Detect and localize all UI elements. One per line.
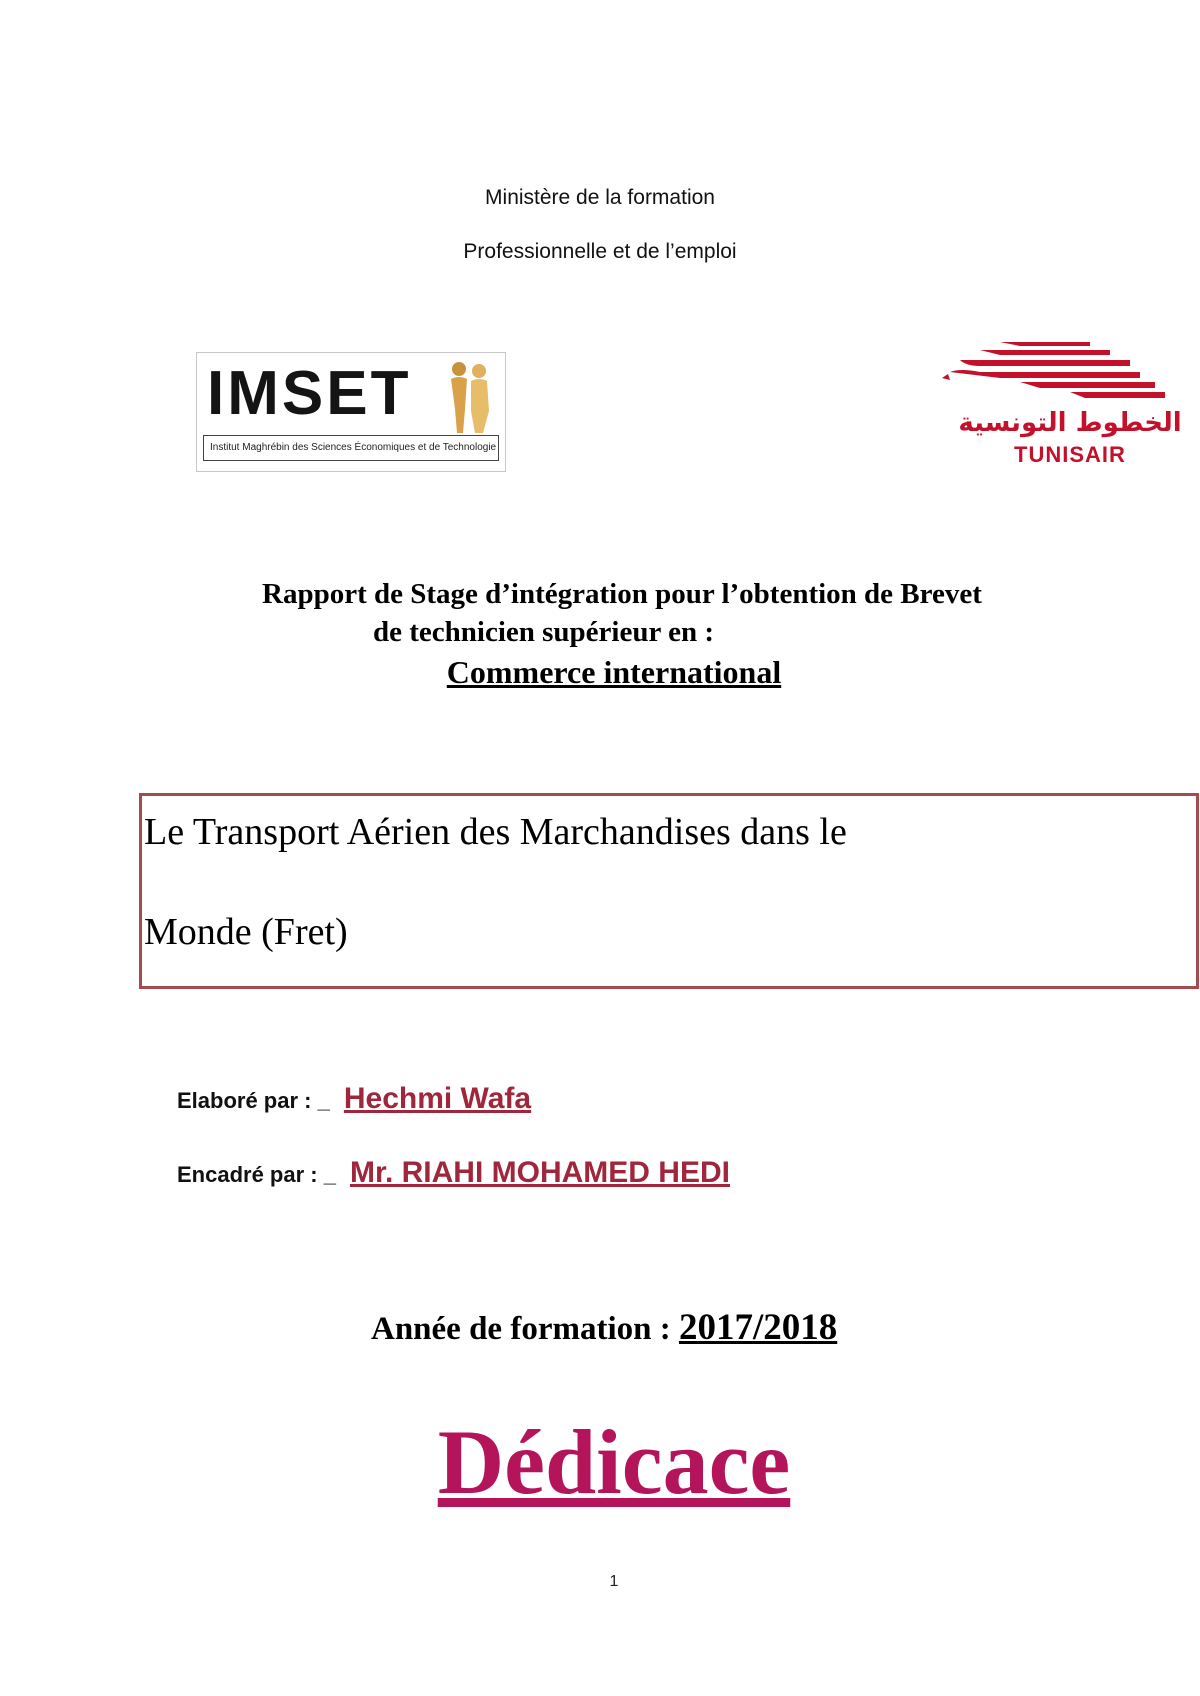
page-number: 1 — [609, 1573, 619, 1590]
elabore-row — [177, 1082, 531, 1116]
ministry-line-2: Professionnelle et de l’emploi — [463, 240, 737, 263]
title-line-1: Le Transport Aérien des Marchandises dans le — [144, 811, 847, 853]
tunisair-name: TUNISAIR — [1014, 442, 1126, 467]
year-row — [371, 1306, 837, 1349]
encadre-row — [177, 1156, 730, 1190]
tunisair-arabic-name: الخطوط التونسية — [958, 408, 1182, 438]
people-icon — [441, 359, 497, 435]
report-line-2: de technicien supérieur en : — [373, 616, 714, 648]
year-label: Année de formation : — [371, 1311, 679, 1347]
title-box — [139, 793, 1199, 989]
title-line-2: Monde (Fret) — [144, 911, 348, 953]
elabore-label: Elaboré par : _ — [177, 1088, 330, 1113]
dedicace-heading: Dédicace — [437, 1411, 791, 1513]
year-value: 2017/2018 — [678, 1307, 838, 1348]
imset-logo — [196, 352, 506, 472]
speciality: Commerce international — [446, 654, 782, 690]
elabore-value: Hechmi Wafa — [343, 1082, 532, 1115]
report-line-1: Rapport de Stage d’intégration pour l’obtention de Brevet — [262, 578, 982, 610]
encadre-label: Encadré par : _ — [177, 1162, 336, 1187]
encadre-value: Mr. RIAHI MOHAMED HEDI — [349, 1156, 730, 1189]
gazelle-icon — [940, 338, 1200, 410]
imset-logo-name: IMSET — [207, 359, 412, 428]
ministry-line-1: Ministère de la formation — [485, 186, 715, 209]
imset-logo-subtitle: Institut Maghrébin des Sciences Économiques et de Technologie — [203, 435, 499, 461]
tunisair-logo — [940, 338, 1200, 478]
